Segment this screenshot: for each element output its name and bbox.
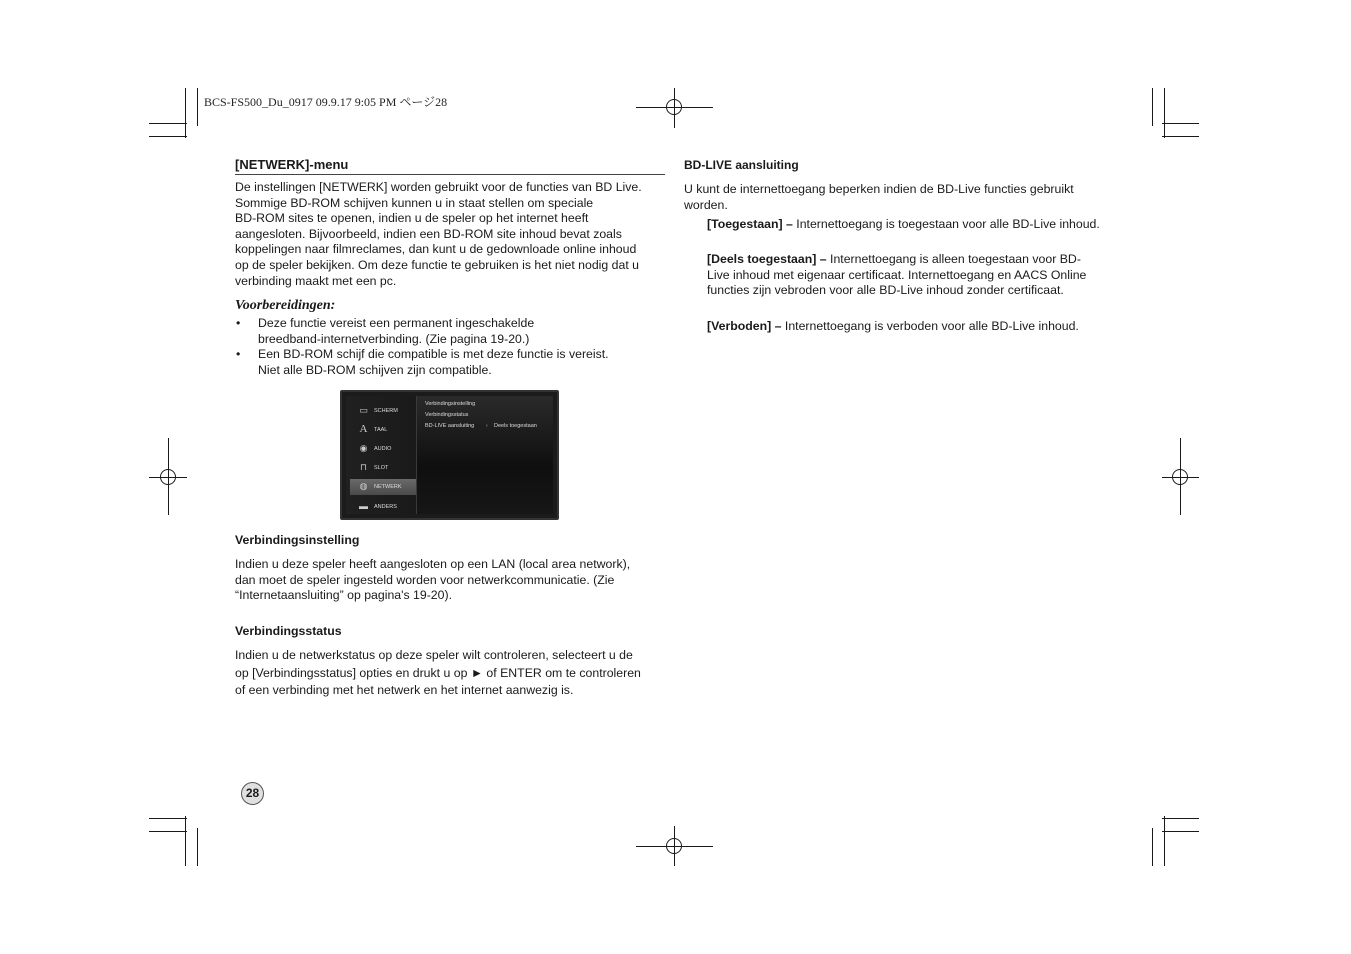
page-number: 28 [241,782,264,805]
menu-option-value: Deels toegestaan [494,423,537,429]
preparations-list [235,316,667,378]
menu-item-audio: ◉ AUDIO [359,443,392,453]
crop-mark [149,136,187,137]
speaker-icon: ◉ [359,443,368,453]
print-slug: BCS-FS500_Du_0917 09.9.17 9:05 PM ページ28 [204,95,448,109]
crop-mark [1162,136,1199,137]
menu-item-scherm: ▭ SCHERM [359,405,398,415]
subheading-verbindingsstatus: Verbindingsstatus [235,624,342,638]
crop-mark [1164,816,1165,866]
option-deels-toegestaan: [Deels toegestaan] – Internettoegang is alleen toegestaan voor BD-Live inhoud met eigenaar certificaat. Internettoegang en AACS Online functies zijn vebroden voor alle BD-Live inhoud zonder certificaat. [707,252,1087,298]
option-verboden: [Verboden] – Internettoegang is verboden voor alle BD-Live inhoud. [707,319,1079,333]
bullet: • [236,316,241,330]
section-heading: [NETWERK]-menu [235,157,665,175]
crop-mark [1164,88,1165,138]
menu-item-slot: ⊓ SLOT [359,462,389,472]
bullet: • [236,347,241,362]
crop-mark [149,818,187,819]
right-intro: U kunt de internettoegang beperken indien de BD-Live functies gebruikt worden. [684,182,1074,212]
menu-item-netwerk: ◍ NETWERK [350,479,416,495]
paragraph-verbindingsstatus: Indien u de netwerkstatus op deze speler wilt controleren, selecteert u de op [Verbindingsstatus] opties en drukt u op ► of ENTER om te controleren of een verbinding met het netwerk en het internet aanwezig is. [235,648,641,697]
paragraph-verbindingsinstelling: Indien u deze speler heeft aangesloten op een LAN (local area network), dan moet de speler ingesteld worden voor netwerkcommunicatie. (Zie “Internetaansluiting” op pagina's 19-20). [235,557,631,603]
crop-mark [149,123,187,124]
menu-item-anders: ▬ ANDERS [359,501,397,511]
crop-mark [1152,88,1153,126]
box-icon: ▬ [359,501,368,511]
crop-mark [1152,828,1153,866]
crop-mark [197,88,198,126]
crop-mark [1162,831,1199,832]
menu-option: Verbindingsstatus [425,412,469,418]
preparations-heading: Voorbereidingen: [235,298,336,313]
list-item: • Een BD-ROM schijf die compatible is met deze functie is vereist. Niet alle BD-ROM schijven zijn compatible. [236,347,609,377]
right-heading: BD-LIVE aansluiting [684,158,799,172]
crop-mark [149,831,187,832]
globe-icon: ◍ [359,481,368,491]
crop-mark [185,88,186,138]
intro-paragraph: De instellingen [NETWERK] worden gebruikt voor de functies van BD Live. Sommige BD-ROM schijven kunnen u in staat stellen om speciale BD-ROM sites te openen, indien u de speler op het internet heeft aangesloten. Bijvoorbeeld, indien een BD-ROM site inhoud bevat zoals koppelingen naar filmreclames, dan kunt u de gedownloade online inhoud op de speler bekijken. Om deze functie te gebruiken is het niet nodig dat u verbinding maakt met een pc. [235,180,642,288]
lock-icon: ⊓ [359,462,368,472]
crop-mark [1162,818,1199,819]
monitor-icon: ▭ [359,405,368,415]
crop-mark [197,828,198,866]
menu-item-taal: A TAAL [359,423,388,435]
crop-mark [1162,123,1199,124]
letter-a-icon: A [359,423,368,435]
menu-option: BD-LIVE aansluiting [425,423,475,429]
subheading-verbindingsinstelling: Verbindingsinstelling [235,533,360,547]
option-toegestaan: [Toegestaan] – Internettoegang is toegestaan voor alle BD-Live inhoud. [707,217,1100,231]
list-item: • Deze functie vereist een permanent ingeschakelde breedband-internetverbinding. (Zie pagina 19-20.) [236,316,535,346]
menu-option: Verbindingsinstelling [425,401,476,407]
crop-mark [185,816,186,866]
arrow-right-icon: › [486,423,488,429]
menu-screenshot [340,390,559,520]
